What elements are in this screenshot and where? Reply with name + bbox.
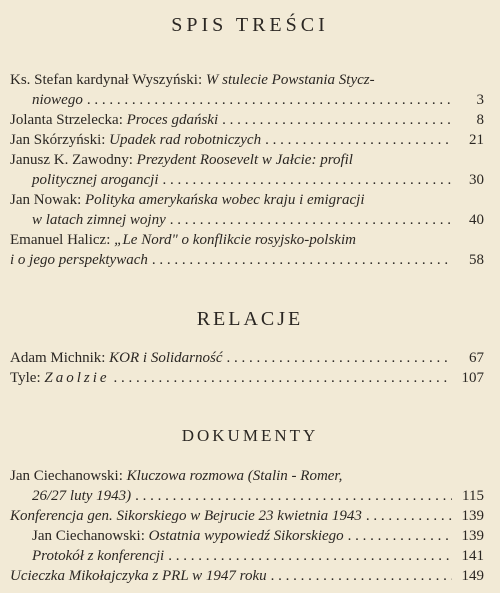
entry-title: KOR i Solidarność bbox=[109, 350, 223, 366]
leader-dots bbox=[265, 130, 452, 150]
page-number: 149 bbox=[461, 568, 484, 584]
entry-author: Ks. Stefan kardynał Wyszyński: bbox=[10, 72, 203, 88]
page-number: 8 bbox=[476, 112, 484, 128]
entry-author: Emanuel Halicz: bbox=[10, 232, 111, 248]
leader-dots bbox=[87, 90, 452, 110]
entry-title: Protokół z konferencji bbox=[32, 548, 165, 564]
toc-entry bbox=[10, 466, 484, 506]
entry-author: Jan Skórzyński: bbox=[10, 132, 106, 148]
leader-dots bbox=[152, 250, 452, 270]
entry-title-cont: niowego bbox=[32, 92, 83, 108]
leader-dots bbox=[222, 110, 452, 130]
entry-title-cont: 26/27 luty 1943) bbox=[32, 488, 132, 504]
page-number: 141 bbox=[461, 548, 484, 564]
entry-author: Jan Ciechanowski: bbox=[10, 468, 123, 484]
toc-entry bbox=[10, 566, 484, 586]
page-number: 67 bbox=[469, 350, 484, 366]
entry-title: Proces gdański bbox=[126, 112, 219, 128]
entry-author: Janusz K. Zawodny: bbox=[10, 152, 133, 168]
page-number: 107 bbox=[461, 370, 484, 386]
leader-dots bbox=[271, 566, 452, 586]
page-number: 115 bbox=[462, 488, 484, 504]
toc-entry bbox=[10, 368, 484, 388]
entry-title: Polityka amerykańska wobec kraju i emigracji bbox=[85, 192, 365, 208]
toc-entry bbox=[10, 546, 484, 566]
section-heading-contents: SPIS TREŚCI bbox=[171, 14, 329, 36]
leader-dots bbox=[348, 526, 452, 546]
toc-entry bbox=[10, 348, 484, 368]
toc-entry bbox=[10, 506, 484, 526]
entry-title: Zaolzie bbox=[44, 370, 110, 386]
entry-title: Prezydent Roosevelt w Jałcie: profil bbox=[136, 152, 353, 168]
leader-dots bbox=[135, 486, 452, 506]
page-number: 30 bbox=[469, 172, 484, 188]
entry-author: Adam Michnik: bbox=[10, 350, 106, 366]
toc-entry bbox=[10, 190, 484, 230]
entry-title-cont: i o jego perspektywach bbox=[10, 252, 148, 268]
toc-entry bbox=[10, 150, 484, 190]
toc-entry bbox=[10, 526, 484, 546]
entry-title: Konferencja gen. Sikorskiego w Bejrucie 23 kwietnia 1943 bbox=[10, 508, 362, 524]
page-number: 139 bbox=[461, 508, 484, 524]
leader-dots bbox=[168, 546, 452, 566]
leader-dots bbox=[366, 506, 452, 526]
entry-title-cont: politycznej arogancji bbox=[32, 172, 159, 188]
leader-dots bbox=[227, 348, 453, 368]
section-heading-relacje: RELACJE bbox=[196, 308, 304, 330]
entry-author: Jan Ciechanowski: bbox=[32, 528, 145, 544]
page-number: 139 bbox=[461, 528, 484, 544]
entry-title: „Le Nord" o konflikcie rosyjsko-polskim bbox=[114, 232, 356, 248]
toc-entry bbox=[10, 230, 484, 270]
leader-dots bbox=[170, 210, 452, 230]
entry-title: W stulecie Powstania Stycz- bbox=[205, 72, 375, 88]
entry-author: Jolanta Strzelecka: bbox=[10, 112, 123, 128]
page-number: 3 bbox=[476, 92, 484, 108]
entry-title-cont: w latach zimnej wojny bbox=[32, 212, 166, 228]
entry-author: Jan Nowak: bbox=[10, 192, 82, 208]
toc-entry bbox=[10, 130, 484, 150]
page-number: 58 bbox=[469, 252, 484, 268]
leader-dots bbox=[163, 170, 452, 190]
page-number: 40 bbox=[469, 212, 484, 228]
entry-title: Ostatnia wypowiedź Sikorskiego bbox=[148, 528, 344, 544]
entry-author: Tyle: bbox=[10, 370, 41, 386]
entry-title: Upadek rad robotniczych bbox=[109, 132, 262, 148]
toc-entry bbox=[10, 70, 484, 110]
section-heading-dokumenty: DOKUMENTY bbox=[181, 426, 319, 445]
leader-dots bbox=[114, 368, 452, 388]
page-number: 21 bbox=[469, 132, 484, 148]
toc-entry bbox=[10, 110, 484, 130]
entry-title: Kluczowa rozmowa (Stalin - Romer, bbox=[126, 468, 343, 484]
entry-title: Ucieczka Mikołajczyka z PRL w 1947 roku bbox=[10, 568, 267, 584]
